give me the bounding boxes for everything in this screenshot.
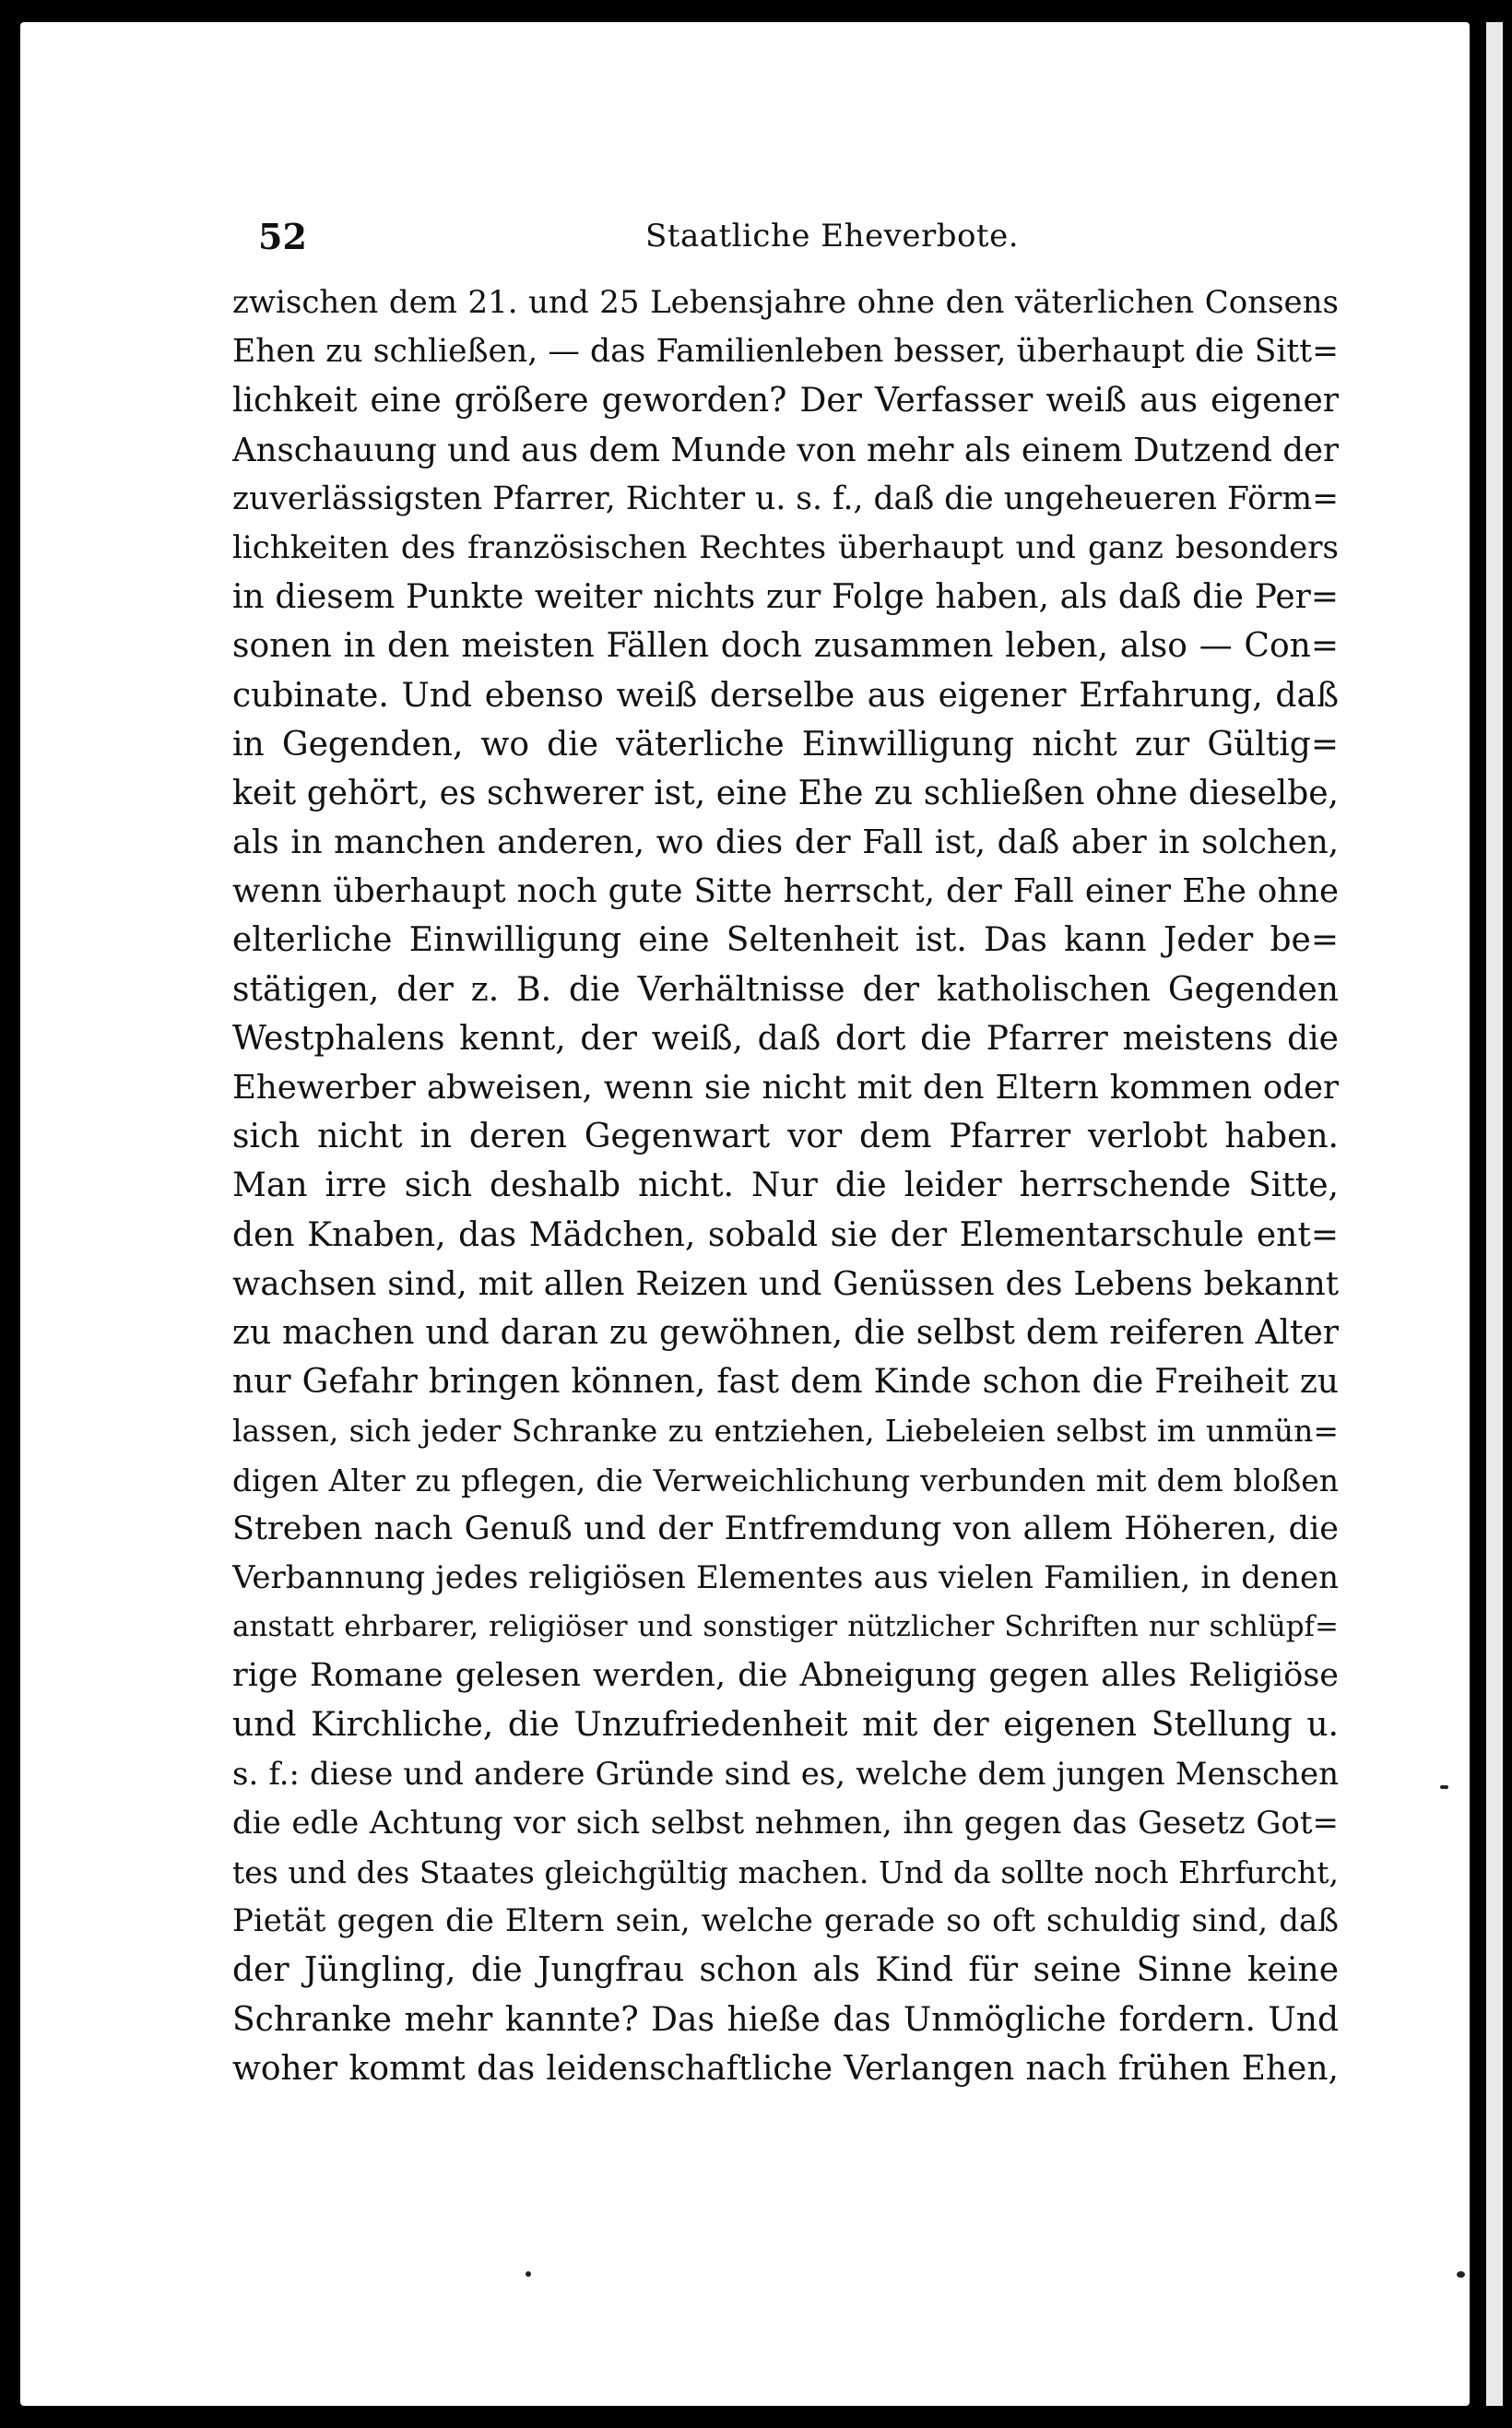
text-line: wachsen sind, mit allen Reizen und Genüssen des Lebens bekannt	[232, 1264, 1339, 1303]
text-line: in diesem Punkte weiter nichts zur Folge haben, als daß die Per=	[232, 578, 1339, 617]
text-line: zu machen und daran zu gewöhnen, die selbst dem reiferen Alter	[232, 1313, 1339, 1352]
text-line: stätigen, der z. B. die Verhältnisse der katholischen Gegenden	[232, 970, 1339, 1009]
text-line: Man irre sich deshalb nicht. Nur die leider herrschende Sitte,	[232, 1167, 1339, 1205]
text-line: digen Alter zu pflegen, die Verweichlichung verbunden mit dem bloßen	[232, 1462, 1339, 1498]
text-line: cubinate. Und ebenso weiß derselbe aus eigener Erfahrung, daß	[232, 676, 1339, 715]
text-line: zuverlässigsten Pfarrer, Richter u. s. f., daß die ungeheueren Förm=	[232, 480, 1339, 517]
text-line: zwischen dem 21. und 25 Lebensjahre ohne den väterlichen Consens	[232, 284, 1339, 321]
text-line: Schranke mehr kannte? Das hieße das Unmögliche fordern. Und	[232, 2000, 1339, 2039]
text-line: Anschauung und aus dem Munde von mehr als einem Dutzend der	[232, 431, 1339, 469]
scan-speck	[526, 2271, 531, 2277]
text-line: als in manchen anderen, wo dies der Fall ist, daß aber in solchen,	[232, 823, 1339, 862]
text-line: den Knaben, das Mädchen, sobald sie der Elementarschule ent=	[232, 1215, 1339, 1254]
text-line: in Gegenden, wo die väterliche Einwilligung nicht zur Gültig=	[232, 725, 1339, 764]
text-line: anstatt ehrbarer, religiöser und sonstiger nützlicher Schriften nur schlüpf=	[232, 1610, 1339, 1644]
text-line: die edle Achtung vor sich selbst nehmen, ihn gegen das Gesetz Got=	[232, 1804, 1339, 1842]
text-line: elterliche Einwilligung eine Seltenheit ist. Das kann Jeder be=	[232, 921, 1339, 960]
text-line: Verbannung jedes religiösen Elementes aus vielen Familien, in denen	[232, 1558, 1339, 1596]
text-line: nur Gefahr bringen können, fast dem Kinde schon die Freiheit zu	[232, 1363, 1339, 1402]
text-line: lichkeiten des französischen Rechtes überhaupt und ganz besonders	[232, 528, 1339, 566]
text-line: lassen, sich jeder Schranke zu entziehen, Liebeleien selbst im unmün=	[232, 1413, 1339, 1450]
text-line: sich nicht in deren Gegenwart vor dem Pfarrer verlobt haben.	[232, 1118, 1339, 1156]
text-line: der Jüngling, die Jungfrau schon als Kind für seine Sinne keine	[232, 1951, 1339, 1990]
scan-speck	[1440, 1785, 1448, 1789]
body-text	[232, 278, 1339, 2093]
page-header	[240, 216, 1355, 262]
text-line: sonen in den meisten Fällen doch zusammen leben, also — Con=	[232, 627, 1339, 666]
text-line: Pietät gegen die Eltern sein, welche gerade so oft schuldig sind, daß	[232, 1902, 1339, 1940]
text-line: und Kirchliche, die Unzufriedenheit mit der eigenen Stellung u.	[232, 1706, 1339, 1745]
running-head: Staatliche Eheverbote.	[645, 218, 1020, 255]
text-line: rige Romane gelesen werden, die Abneigung gegen alles Religiöse	[232, 1657, 1339, 1695]
text-line: woher kommt das leidenschaftliche Verlangen nach frühen Ehen,	[232, 2049, 1339, 2088]
text-line: lichkeit eine größere geworden? Der Verfasser weiß aus eigener	[232, 382, 1339, 420]
page-number: 52	[258, 216, 307, 257]
text-line: tes und des Staates gleichgültig machen. Und da sollte noch Ehrfurcht,	[232, 1854, 1339, 1890]
text-line: Streben nach Genuß und der Entfremdung von allem Höheren, die	[232, 1510, 1339, 1547]
text-line: s. f.: diese und andere Gründe sind es, welche dem jungen Menschen	[232, 1755, 1339, 1793]
text-line: Westphalens kennt, der weiß, daß dort die Pfarrer meistens die	[232, 1019, 1339, 1058]
text-line: keit gehört, es schwerer ist, eine Ehe zu schließen ohne dieselbe,	[232, 774, 1339, 812]
text-line: Ehewerber abweisen, wenn sie nicht mit den Eltern kommen oder	[232, 1069, 1339, 1107]
scan-speck	[1457, 2271, 1465, 2278]
text-line: Ehen zu schließen, — das Familienleben besser, überhaupt die Sitt=	[232, 333, 1339, 371]
text-line: wenn überhaupt noch gute Sitte herrscht, der Fall einer Ehe ohne	[232, 872, 1339, 911]
scan-edge-strip	[1486, 22, 1503, 2406]
